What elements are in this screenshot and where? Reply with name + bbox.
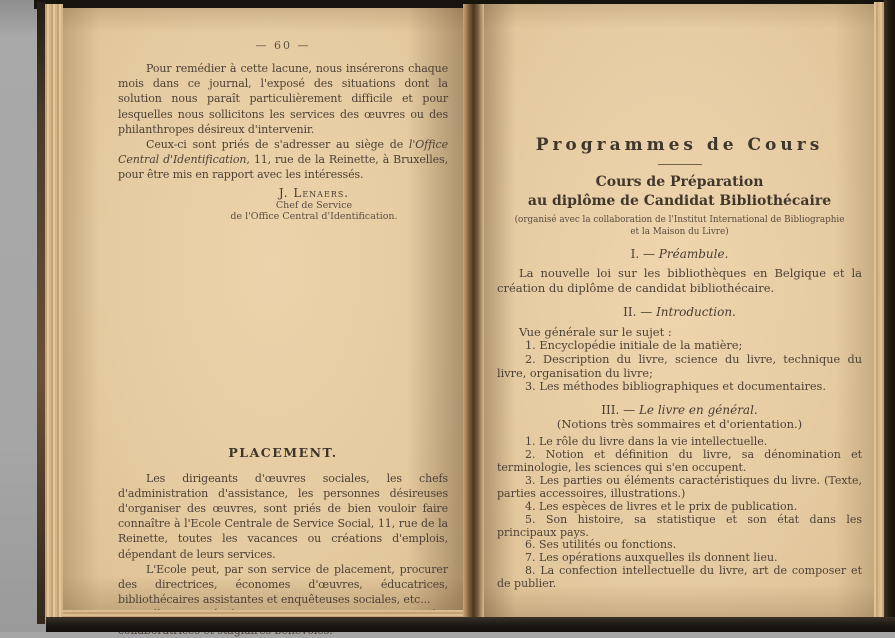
section-2-title: Introduction.: [656, 305, 736, 319]
course-item: 2. Description du livre, science du livre, technique du livre, organisation du livre;: [497, 352, 862, 380]
course-title-line-1: Cours de Préparation: [595, 174, 764, 190]
title-rule: [658, 164, 702, 165]
address-paragraph-post: , 11, rue de la Reinette, à Bruxelles, pour être mis en rapport avec les intéressés.: [118, 153, 448, 182]
intro-paragraph: Pour remédier à cette lacune, nous insérerons chaque mois dans ce journal, l'exposé des situations dont la solution nous paraît particulièrement difficile et pour lesquelles nous sollicitons les services des œuvres ou des philanthropes désireux d'intervenir.: [118, 62, 448, 136]
course-item: 2. Notion et définition du livre, sa dénomination et terminologie, les sciences qui s'en occupent.: [497, 448, 862, 474]
book-cover-edge-right: [884, 0, 895, 632]
section-3-title: Le livre en général.: [638, 403, 758, 418]
page-stack-edge-left: [45, 4, 63, 620]
bottom-shadow: [46, 617, 895, 632]
section-3-items: [497, 436, 862, 591]
left-page: [63, 8, 463, 618]
organizer-note-line-2: et la Maison du Livre): [630, 226, 729, 237]
section-2-heading: [497, 305, 862, 319]
left-page-content: [63, 39, 463, 638]
right-page: [484, 4, 874, 622]
book-cover-edge-left: [37, 2, 45, 624]
section-3-note: (Notions très sommaires et d'orientation.): [556, 417, 803, 432]
section-3-heading: [497, 403, 862, 417]
organizer-note: [497, 215, 862, 238]
section-2-lead: Vue générale sur le sujet :: [519, 325, 672, 339]
signature-org: de l'Office Central d'Identification.: [230, 211, 398, 223]
book-gutter-shadow: [463, 4, 484, 620]
course-item: 3. Les parties ou éléments caractéristiques du livre. (Texte, parties accessoires, illustrations.): [497, 473, 862, 500]
office-central-italic: l'Office Central d'Identification: [118, 138, 448, 167]
section-1-numeral: I. —: [630, 247, 659, 261]
placement-paragraph-1: Les dirigeants d'œuvres sociales, les chefs d'administration d'assistance, les personnes désireuses d'organiser des œuvres, sont priés de bien vouloir faire connaître à l'Ecole Centrale de Service Social, 11, rue de la Reinette, toutes les vacances ou créations d'emplois, dépendant de leurs services.: [118, 471, 448, 561]
course-item: 1. Le rôle du livre dans la vie intellectuelle.: [525, 435, 768, 449]
organizer-note-line-1: (organisé avec la collaboration de l'Institut International de Bibliographie: [514, 215, 845, 225]
course-item: 7. Les opérations auxquelles ils donnent lieu.: [525, 551, 778, 565]
signature-name: J. Lenaers.: [278, 185, 350, 200]
course-item: 8. La confection intellectuelle du livre, art de composer et de publier.: [497, 564, 862, 591]
signature-role: Chef de Service: [275, 199, 353, 211]
section-1-paragraph: La nouvelle loi sur les bibliothèques en Belgique et la création du diplôme de candidat bibliothécaire.: [497, 266, 862, 295]
course-item: 4. Les espèces de livres et le prix de publication.: [525, 499, 798, 513]
placement-paragraph-2: L'Ecole peut, par son service de placement, procurer des directrices, économes d'œuvres, éducatrices, bibliothécaires assistantes et enquêteuses sociales, etc...: [118, 562, 448, 607]
course-item: 3. Les méthodes bibliographiques et documentaires.: [525, 380, 826, 394]
address-paragraph: [118, 137, 448, 183]
course-item: 1. Encyclopédie initiale de la matière;: [525, 339, 743, 352]
section-2-numeral: II. —: [623, 305, 657, 319]
address-paragraph-pre: Ceux-ci sont priés de s'adresser au siège de: [146, 138, 409, 152]
placement-heading: PLACEMENT.: [228, 444, 338, 460]
page-number: — 60 —: [255, 39, 311, 52]
course-title-line-2: au diplôme de Candidat Bibliothécaire: [527, 193, 832, 209]
course-item: 6. Ses utilités ou fonctions.: [525, 538, 677, 552]
section-3-numeral: III. —: [601, 403, 639, 418]
course-title: [497, 173, 862, 211]
course-item: 5. Son histoire, sa statistique et son état dans les principaux pays.: [497, 512, 862, 539]
section-1-title: Préambule.: [658, 247, 729, 261]
signature-block: [118, 186, 448, 223]
right-page-content: [484, 135, 874, 591]
chapter-title: Programmes de Cours: [535, 135, 824, 155]
section-1-heading: [497, 247, 862, 261]
